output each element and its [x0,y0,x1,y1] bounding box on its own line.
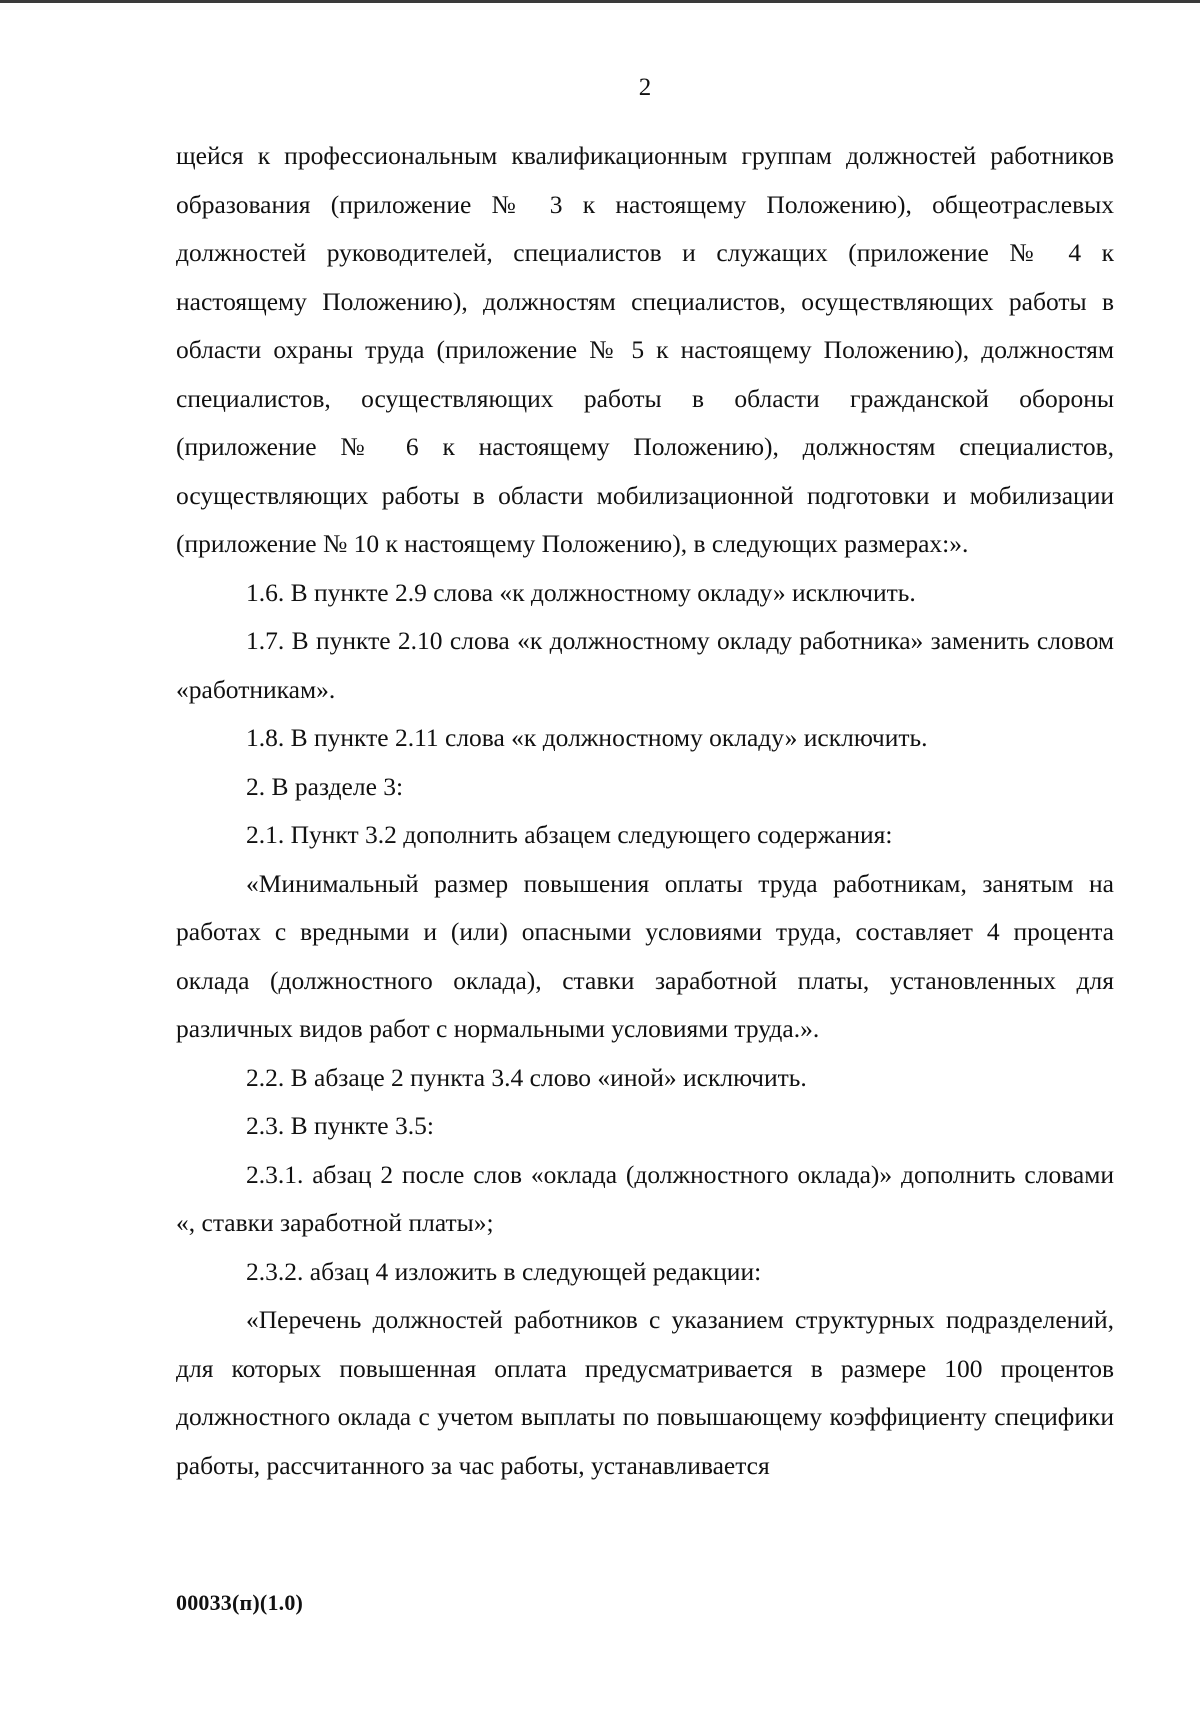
document-body [176,132,1114,1490]
paragraph-item-1-7: 1.7. В пункте 2.10 слова «к должностному окладу работника» заменить словом «работникам». [176,626,1114,704]
document-code: 00033(п)(1.0) [176,1590,304,1615]
paragraph-item-2-2: 2.2. В абзаце 2 пункта 3.4 слово «иной» исключить. [246,1062,807,1092]
paragraph-item-2-1: 2.1. Пункт 3.2 дополнить абзацем следующего содержания: [246,820,893,849]
paragraph-quote-minimum: «Минимальный размер повышения оплаты труда работникам, занятым на работах с вредными и (или) опасными условиями труда, составляет 4 процента оклада (должностного оклада), ставки заработной платы, установленных для различных видов работ с нормальными условиями труда.». [176,868,1114,1043]
paragraph-quote-list: «Перечень должностей работников с указанием структурных подразделений, для которых повышенная оплата предусматривается в размере 100 процентов должностного оклада с учетом выплаты по повышающему коэффициенту специфики работы, рассчитанного за час работы, устанавливается [176,1305,1114,1480]
page-number: 2 [638,74,652,101]
paragraph-item-1-8: 1.8. В пункте 2.11 слова «к должностному окладу» исключить. [246,723,928,752]
page-top-edge [0,0,1200,3]
paragraph-item-2-3-2: 2.3.2. абзац 4 изложить в следующей редакции: [246,1256,762,1286]
paragraph-continuation: щейся к профессиональным квалификационным группам должностей работников образования (приложение № 3 к настоящему Положению), общеотраслевых должностей руководителей, специалистов и служащих (приложение № 4 к настоящему Положению), должностям специалистов, осуществляющих работы в области охраны труда (приложение № 5 к настоящему Положению), должностям специалистов, осуществляющих работы в области гражданской обороны (приложение № 6 к настоящему Положению), должностям специалистов, осуществляющих работы в области мобилизационной подготовки и мобилизации (приложение № 10 к настоящему Положению), в следующих размерах:». [176,141,1114,558]
paragraph-item-1-6: 1.6. В пункте 2.9 слова «к должностному окладу» исключить. [246,577,916,607]
paragraph-item-2-3: 2.3. В пункте 3.5: [246,1111,434,1140]
paragraph-item-2-3-1: 2.3.1. абзац 2 после слов «оклада (должностного оклада)» дополнить словами «, ставки заработной платы»; [176,1159,1114,1237]
paragraph-item-2: 2. В разделе 3: [246,771,404,801]
